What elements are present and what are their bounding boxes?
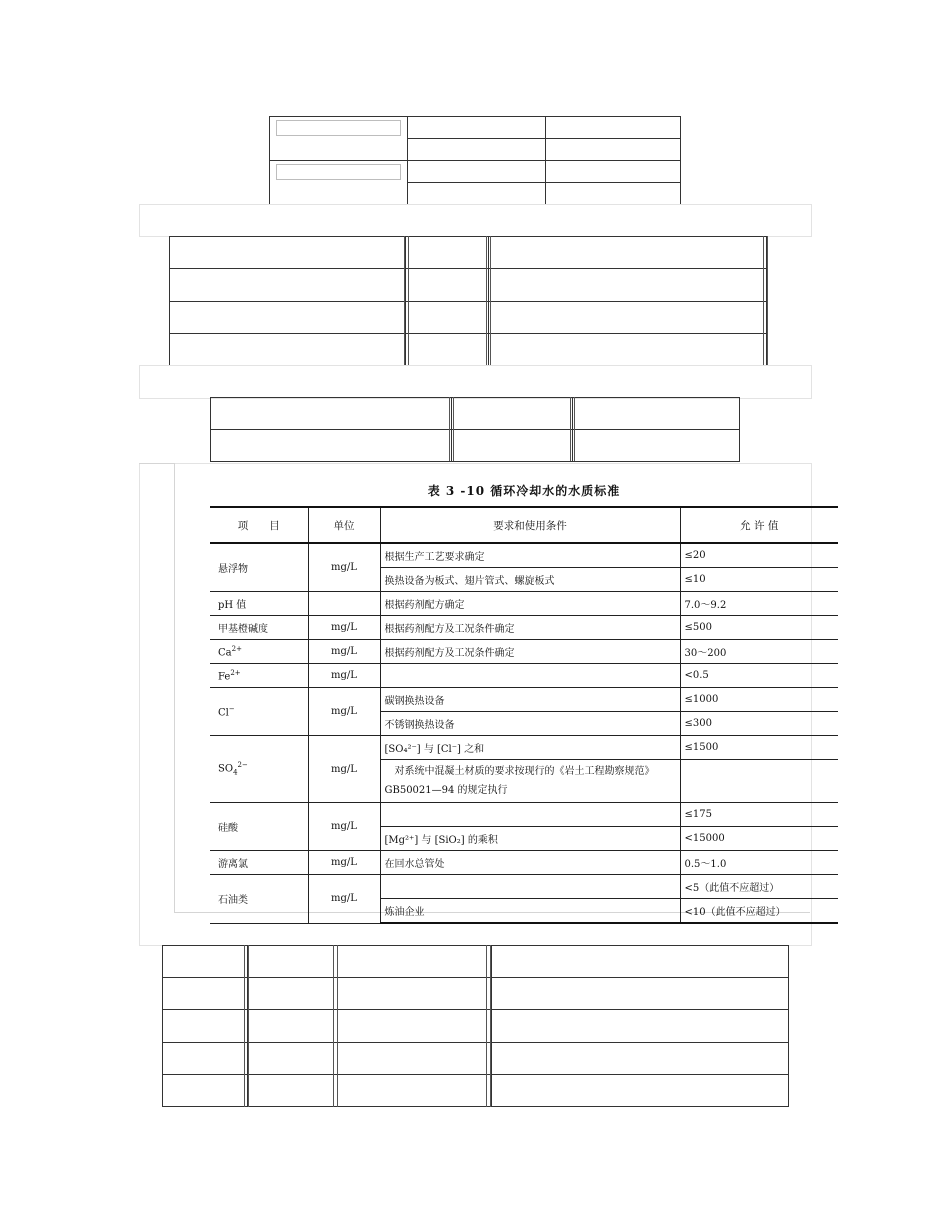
allowed-cell: 0.5～1.0	[680, 851, 838, 875]
requirement-cell: 在回水总管处	[380, 851, 680, 875]
table-header-row	[210, 507, 838, 543]
allowed-cell: 7.0～9.2	[680, 592, 838, 616]
allowed-cell: 30～200	[680, 640, 838, 664]
unit-cell: mg/L	[308, 736, 380, 803]
item-cell	[210, 736, 308, 803]
unit-cell: mg/L	[308, 543, 380, 592]
allowed-cell: ≤1000	[680, 688, 838, 712]
item-cell	[210, 640, 308, 664]
item-subscript: 4	[233, 768, 238, 777]
empty-cell-box	[276, 120, 401, 136]
allowed-cell: ≤10	[680, 568, 838, 592]
allowed-cell	[680, 760, 838, 803]
item-charge: −	[228, 704, 235, 713]
requirement-cell: 根据药剂配方确定	[380, 592, 680, 616]
table-row	[210, 664, 838, 688]
table-row	[210, 592, 838, 616]
allowed-cell: ≤500	[680, 616, 838, 640]
unit-cell: mg/L	[308, 875, 380, 924]
double-rule	[486, 945, 491, 1107]
allowed-cell: ≤300	[680, 712, 838, 736]
allowed-cell: <5（此值不应超过）	[680, 875, 838, 899]
requirement-cell: [SO₄²⁻] 与 [Cl⁻] 之和	[380, 736, 680, 760]
item-charge: 2+	[230, 668, 241, 677]
allowed-cell: <15000	[680, 827, 838, 851]
unit-cell: mg/L	[308, 688, 380, 736]
double-rule	[486, 236, 491, 365]
item-charge: 2−	[237, 761, 248, 770]
item-cell	[210, 688, 308, 736]
requirement-cell: 根据药剂配方及工况条件确定	[380, 616, 680, 640]
allowed-cell: <10（此值不应超过）	[680, 899, 838, 924]
header-requirement: 要求和使用条件	[380, 507, 680, 543]
table-row	[210, 736, 838, 760]
allowed-cell: ≤1500	[680, 736, 838, 760]
double-rule	[404, 236, 409, 365]
item-base: Cl	[218, 707, 229, 719]
requirement-cell: 炼油企业	[380, 899, 680, 924]
item-base: Ca	[218, 647, 232, 659]
item-cell: 悬浮物	[210, 543, 308, 592]
item-base: Fe	[218, 671, 231, 683]
allowed-cell: ≤175	[680, 803, 838, 827]
allowed-cell: <0.5	[680, 664, 838, 688]
item-cell: 石油类	[210, 875, 308, 924]
item-cell: 硅酸	[210, 803, 308, 851]
unit-cell: mg/L	[308, 851, 380, 875]
requirement-cell: 碳钢换热设备	[380, 688, 680, 712]
requirement-cell: [Mg²⁺] 与 [SiO₂] 的乘积	[380, 827, 680, 851]
item-cell: 游离氯	[210, 851, 308, 875]
table-row	[210, 851, 838, 875]
bottom-empty-table	[162, 945, 789, 1107]
allowed-cell: ≤20	[680, 543, 838, 568]
unit-cell: mg/L	[308, 803, 380, 851]
requirement-cell: 不锈钢换热设备	[380, 712, 680, 736]
header-item: 项 目	[210, 507, 308, 543]
item-base: SO	[218, 763, 234, 775]
empty-cell-box	[276, 164, 401, 180]
requirement-cell: 换热设备为板式、翅片管式、螺旋板式	[380, 568, 680, 592]
unit-cell: mg/L	[308, 664, 380, 688]
item-cell	[210, 664, 308, 688]
empty-table-3	[210, 397, 740, 462]
header-allowed: 允 许 值	[680, 507, 838, 543]
band-inner-rule	[174, 463, 175, 913]
water-quality-table	[210, 506, 838, 924]
empty-table-2	[169, 236, 767, 366]
table-row	[210, 875, 838, 899]
requirement-cell: 对系统中混凝土材质的要求按现行的《岩土工程勘察规范》GB50021—94 的规定执行	[380, 760, 680, 803]
unit-cell: mg/L	[308, 616, 380, 640]
blank-band	[139, 204, 812, 237]
item-charge: 2+	[231, 644, 242, 653]
item-cell: pH 值	[210, 592, 308, 616]
band-inner-rule	[139, 463, 174, 464]
requirement-cell: 根据药剂配方及工况条件确定	[380, 640, 680, 664]
double-rule	[763, 236, 768, 365]
table-row	[210, 640, 838, 664]
table-row	[210, 803, 838, 827]
blank-band	[139, 365, 812, 399]
double-rule	[244, 945, 249, 1107]
requirement-cell	[380, 875, 680, 899]
double-rule	[570, 397, 575, 461]
table-row	[210, 616, 838, 640]
requirement-cell: 根据生产工艺要求确定	[380, 543, 680, 568]
table-row	[210, 543, 838, 568]
table-title: 表 3 -10 循环冷却水的水质标准	[427, 484, 621, 498]
header-unit: 单位	[308, 507, 380, 543]
double-rule	[449, 397, 454, 461]
requirement-cell	[380, 664, 680, 688]
unit-cell	[308, 592, 380, 616]
table-row	[210, 688, 838, 712]
requirement-cell	[380, 803, 680, 827]
unit-cell: mg/L	[308, 640, 380, 664]
top-empty-table	[269, 116, 681, 205]
item-cell: 甲基橙碱度	[210, 616, 308, 640]
double-rule	[333, 945, 338, 1107]
